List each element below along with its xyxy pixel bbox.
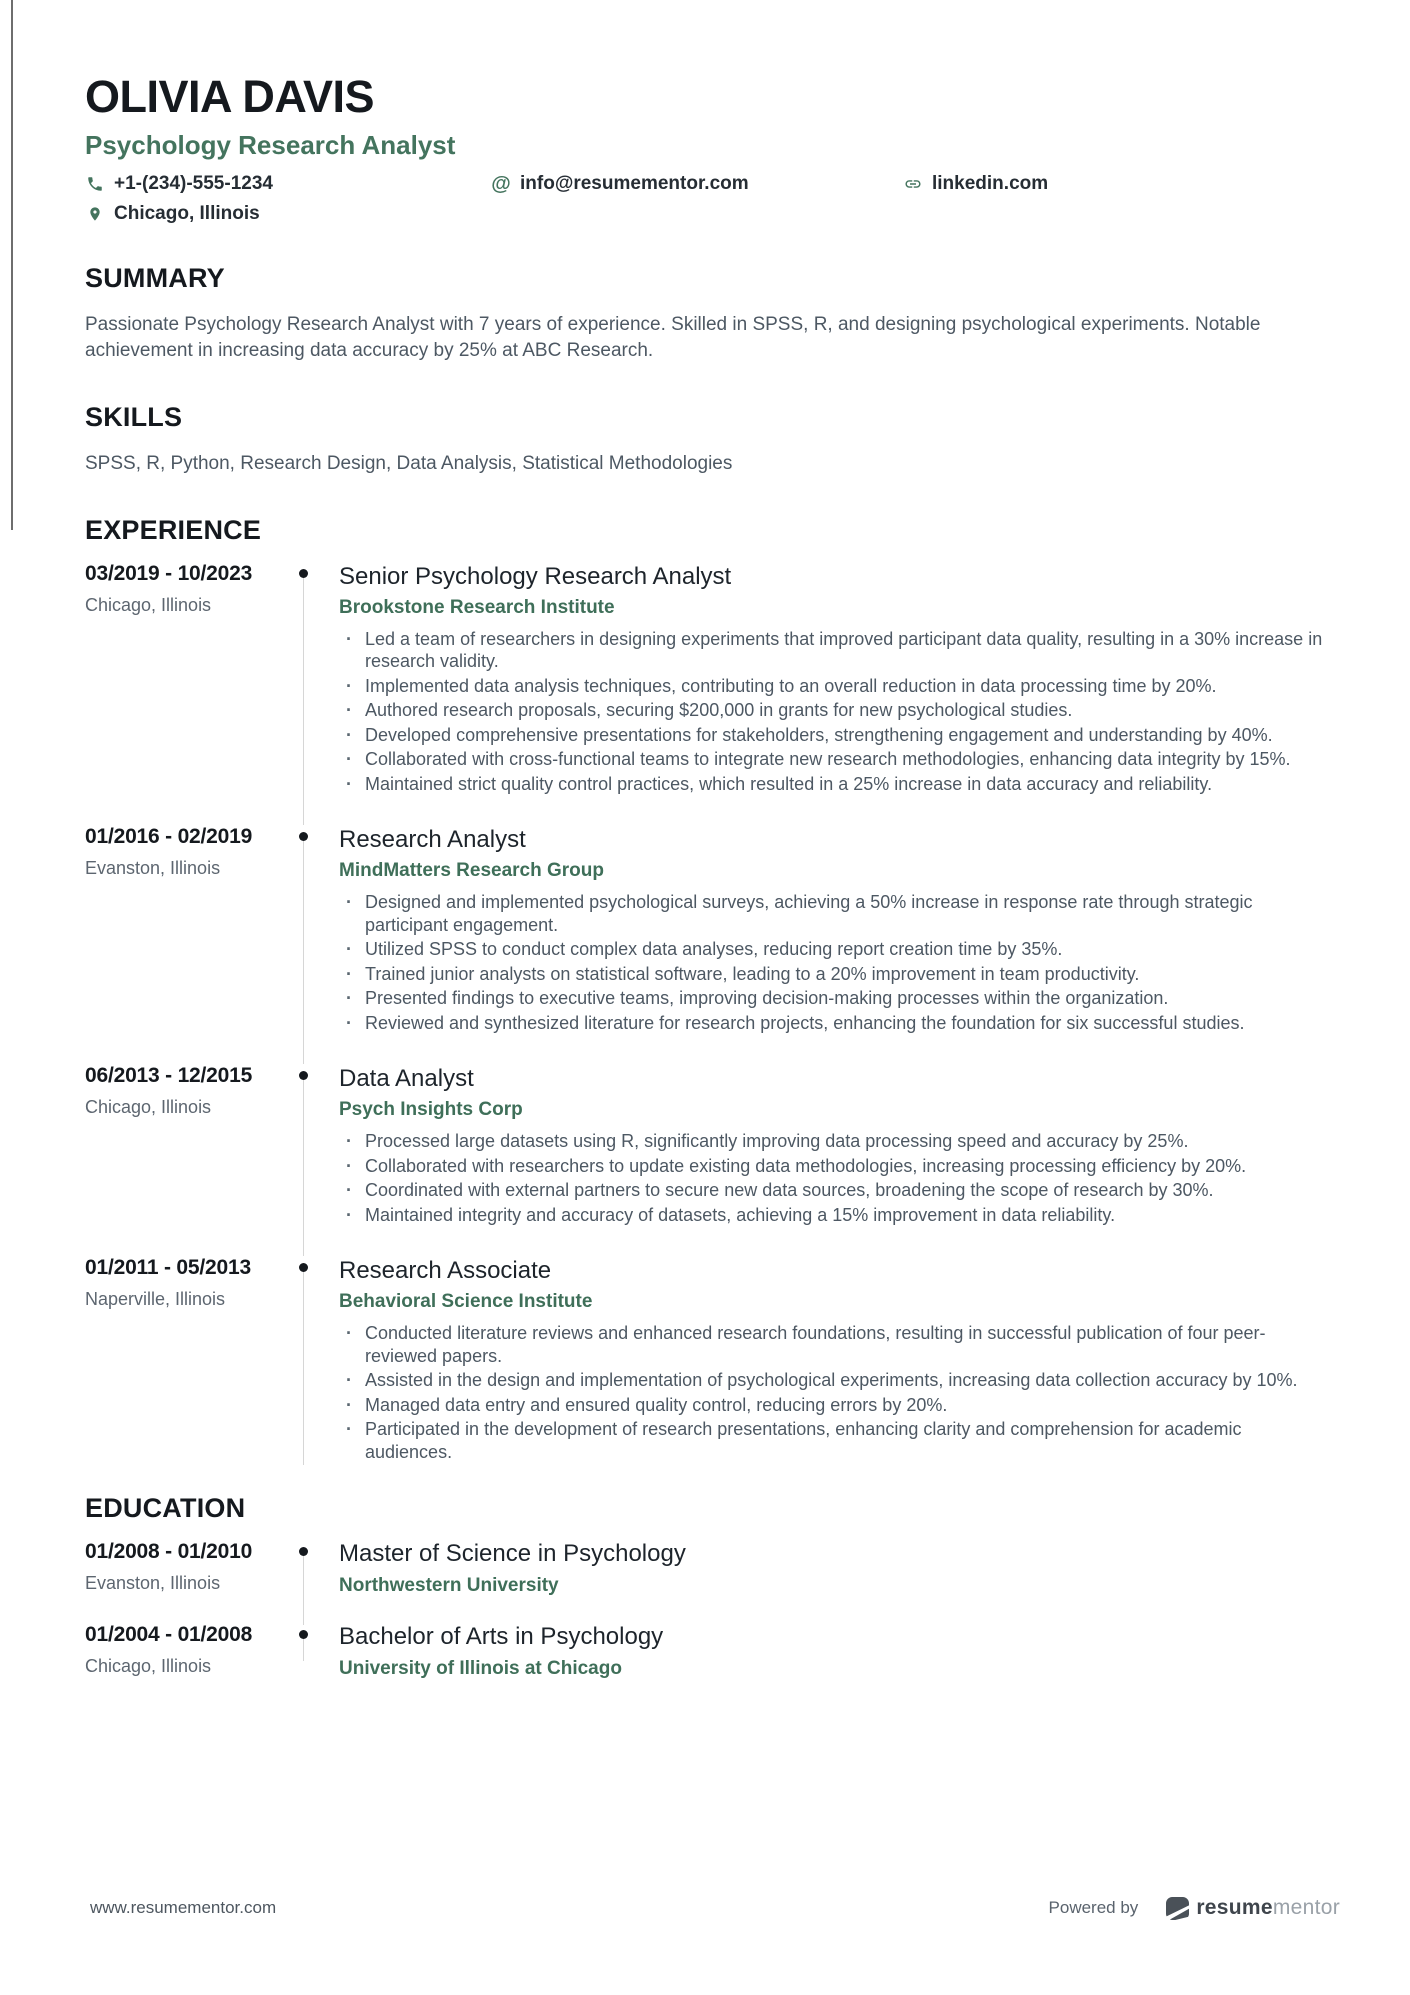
- education-entries: [85, 1540, 1332, 1680]
- footer-branding: [1049, 1896, 1340, 1920]
- email-row: [491, 173, 903, 196]
- experience-entry: [85, 1064, 1332, 1228]
- company-name: MindMatters Research Group: [339, 860, 604, 881]
- timeline-line: [303, 1078, 305, 1256]
- timeline-dot: [299, 832, 308, 841]
- person-name: OLIVIA DAVIS: [85, 71, 375, 122]
- entry-dates: 01/2016 - 02/2019: [85, 825, 253, 848]
- timeline-dot: [299, 1547, 308, 1556]
- brand-logo-icon: [1166, 1897, 1189, 1920]
- footer: [90, 1896, 1340, 1920]
- bullet-item: · Reviewed and synthesized literature for research projects, enhancing the foundation for six successful studies.: [339, 1012, 1332, 1035]
- skills-heading: SKILLS: [85, 401, 183, 432]
- brand-logo[interactable]: [1166, 1896, 1340, 1920]
- job-title: Senior Psychology Research Analyst: [339, 562, 732, 590]
- entry-meta: [85, 562, 299, 798]
- entry-meta: [85, 1064, 299, 1228]
- phone-row: [85, 173, 491, 195]
- school-name: University of Illinois at Chicago: [339, 1658, 622, 1679]
- entry-body: [339, 1256, 1332, 1465]
- entry-location: Chicago, Illinois: [85, 1656, 212, 1676]
- entry-meta: [85, 1623, 299, 1680]
- bullet-list: [339, 628, 1332, 796]
- entry-location: Chicago, Illinois: [85, 594, 212, 615]
- bullet-item: · Trained junior analysts on statistical software, leading to a 20% improvement in team productivity.: [339, 963, 1332, 986]
- timeline: [299, 825, 339, 1036]
- phone-number: +1-(234)-555-1234: [114, 173, 273, 194]
- bullet-list: [339, 1322, 1332, 1463]
- bullet-item: · Presented findings to executive teams, improving decision-making processes within the organization.: [339, 987, 1332, 1010]
- bullet-item: · Collaborated with cross-functional teams to integrate new research methodologies, enhancing data integrity by 15%.: [339, 748, 1332, 771]
- timeline-line: [303, 576, 305, 826]
- timeline: [299, 1623, 339, 1680]
- person-job-title: Psychology Research Analyst: [85, 129, 456, 160]
- experience-heading: EXPERIENCE: [85, 514, 262, 545]
- timeline: [299, 1064, 339, 1228]
- entry-body: [339, 1064, 1332, 1228]
- bullet-item: · Managed data entry and ensured quality control, reducing errors by 20%.: [339, 1394, 1332, 1417]
- bullet-item: · Assisted in the design and implementation of psychological experiments, increasing data collection accuracy by 10%.: [339, 1369, 1332, 1392]
- experience-section: [85, 515, 1332, 1466]
- email-link[interactable]: info@resumementor.com: [520, 173, 749, 194]
- company-name: Brookstone Research Institute: [339, 596, 615, 618]
- job-title: Research Associate: [339, 1257, 552, 1284]
- bullet-item: · Coordinated with external partners to secure new data sources, broadening the scope of research by 30%.: [339, 1179, 1332, 1202]
- bullet-item: · Designed and implemented psychological surveys, achieving a 50% increase in response rate through strategic participant engagement.: [339, 891, 1332, 936]
- entry-body: [339, 562, 1332, 798]
- entry-location: Chicago, Illinois: [85, 1097, 212, 1117]
- header: [85, 72, 1332, 225]
- timeline-line: [303, 1554, 305, 1625]
- summary-text: Passionate Psychology Research Analyst with 7 years of experience. Skilled in SPSS, R, and designing psychological experiments. Notable achievement in increasing data accuracy by 25% at ABC Research.: [85, 313, 1261, 361]
- bullet-item: · Maintained integrity and accuracy of datasets, achieving a 15% improvement in data reliability.: [339, 1204, 1332, 1227]
- education-entry: [85, 1540, 1332, 1597]
- email-at-icon: @: [491, 172, 511, 195]
- experience-entry: [85, 825, 1332, 1036]
- skills-section: [85, 402, 1332, 477]
- bullet-item: · Processed large datasets using R, significantly improving data processing speed and accuracy by 25%.: [339, 1130, 1332, 1153]
- powered-by-label: Powered by: [1048, 1898, 1139, 1917]
- bullet-item: · Conducted literature reviews and enhanced research foundations, resulting in successful publication of four peer-reviewed papers.: [339, 1322, 1332, 1367]
- skills-text: SPSS, R, Python, Research Design, Data Analysis, Statistical Methodologies: [85, 452, 733, 474]
- entry-body: [339, 825, 1332, 1036]
- linkedin-row: [903, 173, 1332, 195]
- timeline-dot: [299, 1630, 308, 1639]
- entry-location: Naperville, Illinois: [85, 1289, 226, 1309]
- experience-entry: [85, 562, 1332, 798]
- timeline-line: [303, 839, 305, 1064]
- bullet-item: · Utilized SPSS to conduct complex data analyses, reducing report creation time by 35%.: [339, 938, 1332, 961]
- entry-dates: 03/2019 - 10/2023: [85, 561, 253, 585]
- company-name: Behavioral Science Institute: [339, 1291, 593, 1312]
- entry-dates: 01/2008 - 01/2010: [85, 1540, 253, 1563]
- timeline: [299, 562, 339, 798]
- bullet-list: [339, 1130, 1332, 1226]
- bullet-item: · Maintained strict quality control practices, which resulted in a 25% increase in data accuracy and reliability.: [339, 773, 1332, 796]
- timeline-dot: [299, 1071, 308, 1080]
- timeline: [299, 1540, 339, 1597]
- entry-dates: 01/2004 - 01/2008: [85, 1623, 253, 1646]
- phone-icon: [85, 175, 105, 193]
- job-title: Research Analyst: [339, 826, 526, 853]
- contact-block: [85, 173, 1332, 225]
- bullet-item: · Developed comprehensive presentations for stakeholders, strengthening engagement and understanding by 40%.: [339, 724, 1332, 747]
- experience-entry: [85, 1256, 1332, 1465]
- bullet-item: · Implemented data analysis techniques, contributing to an overall reduction in data processing time by 20%.: [339, 675, 1332, 698]
- timeline-dot: [299, 569, 308, 578]
- entry-meta: [85, 825, 299, 1036]
- entry-location: Evanston, Illinois: [85, 858, 221, 878]
- job-title: Data Analyst: [339, 1065, 474, 1092]
- location-text: Chicago, Illinois: [114, 202, 260, 224]
- entry-meta: [85, 1540, 299, 1597]
- location-row: [85, 203, 491, 225]
- entry-dates: 06/2013 - 12/2015: [85, 1064, 253, 1087]
- location-pin-icon: [85, 205, 105, 223]
- link-icon: [903, 175, 923, 193]
- linkedin-link[interactable]: linkedin.com: [932, 173, 1049, 194]
- summary-heading: SUMMARY: [85, 262, 225, 293]
- company-name: Psych Insights Corp: [339, 1099, 523, 1120]
- degree-title: Bachelor of Arts in Psychology: [339, 1623, 664, 1650]
- degree-title: Master of Science in Psychology: [339, 1540, 686, 1567]
- entry-body: [339, 1623, 1332, 1680]
- education-heading: EDUCATION: [85, 1493, 246, 1523]
- entry-location: Evanston, Illinois: [85, 1573, 221, 1593]
- entry-meta: [85, 1256, 299, 1465]
- bullet-list: [339, 891, 1332, 1034]
- bullet-item: · Led a team of researchers in designing experiments that improved participant data quality, resulting in a 30% increase in research validity.: [339, 628, 1332, 673]
- timeline-line: [303, 1637, 305, 1661]
- education-entry: [85, 1623, 1332, 1680]
- bullet-item: · Collaborated with researchers to update existing data methodologies, increasing processing efficiency by 20%.: [339, 1155, 1332, 1178]
- bullet-item: · Authored research proposals, securing $200,000 in grants for new psychological studies.: [339, 699, 1332, 722]
- school-name: Northwestern University: [339, 1575, 559, 1596]
- entry-body: [339, 1540, 1332, 1597]
- brand-name: resumementor: [1196, 1896, 1340, 1919]
- timeline: [299, 1256, 339, 1465]
- entry-dates: 01/2011 - 05/2013: [85, 1256, 251, 1279]
- footer-website-link[interactable]: www.resumementor.com: [90, 1898, 277, 1917]
- page-edge-line: [11, 0, 13, 530]
- timeline-dot: [299, 1263, 308, 1272]
- bullet-item: · Participated in the development of research presentations, enhancing clarity and comprehension for academic audiences.: [339, 1418, 1332, 1463]
- timeline-line: [303, 1270, 305, 1465]
- experience-entries: [85, 562, 1332, 1466]
- summary-section: [85, 263, 1332, 364]
- education-section: [85, 1493, 1332, 1680]
